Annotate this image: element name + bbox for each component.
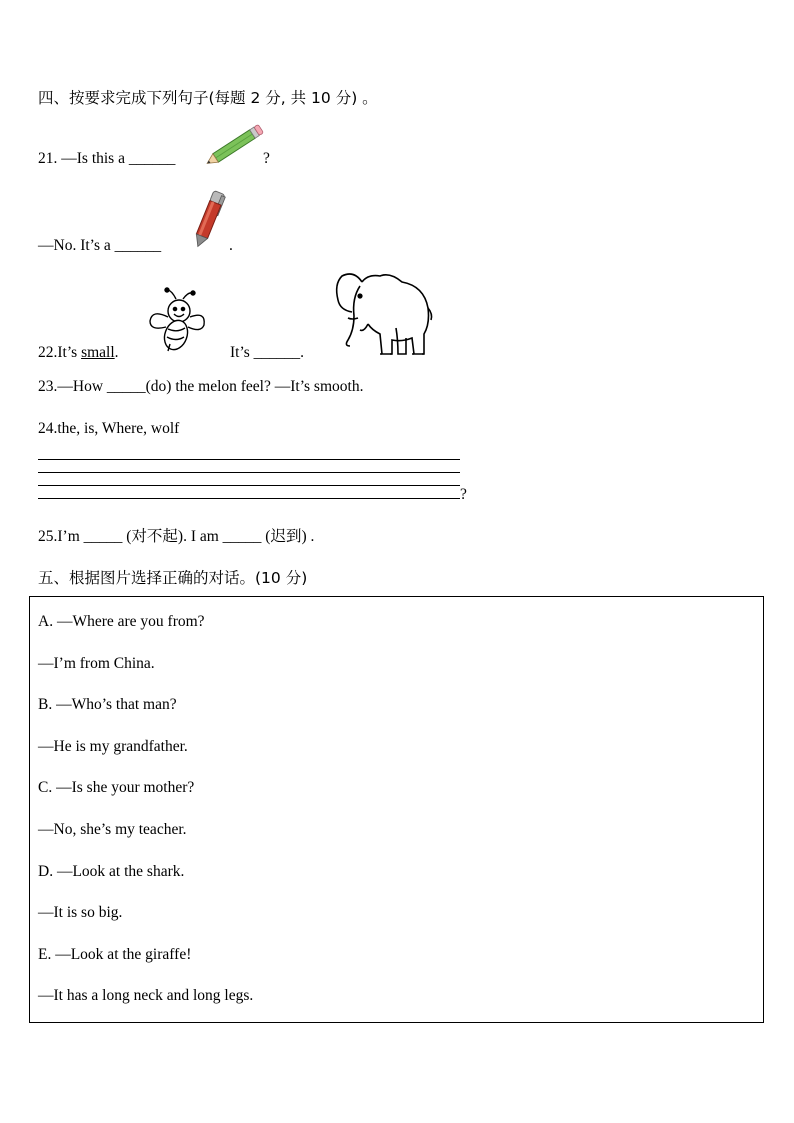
answer-line-4 <box>38 498 460 499</box>
q22-second: It’s ______. <box>230 344 305 361</box>
option-b-question: B. —Who’s that man? <box>38 696 177 713</box>
option-c-answer: —No, she’s my teacher. <box>38 821 187 838</box>
q24-prompt: 24.the, is, Where, wolf <box>38 420 180 437</box>
section-4-title: 四、按要求完成下列句子(每题 2 分, 共 10 分) 。 <box>38 89 378 107</box>
pen-icon <box>188 187 232 251</box>
bee-icon <box>146 287 208 357</box>
q21-line1-prefix: 21. —Is this a ______ <box>38 150 176 167</box>
q24-question-mark: ? <box>460 486 467 503</box>
option-a-answer: —I’m from China. <box>38 655 155 672</box>
answer-line-1 <box>38 459 460 460</box>
q22-line <box>38 344 119 362</box>
answer-line-3 <box>38 485 460 486</box>
option-d-question: D. —Look at the shark. <box>38 863 185 880</box>
q22-dot: . <box>114 344 119 361</box>
q22-word: small <box>81 344 115 361</box>
q21-line1-suffix: ? <box>263 150 270 167</box>
option-e-question: E. —Look at the giraffe! <box>38 946 192 963</box>
option-d-answer: —It is so big. <box>38 904 123 921</box>
option-a-question: A. —Where are you from? <box>38 613 205 630</box>
q25-line: 25.I’m _____ (对不起). I am _____ (迟到) . <box>38 528 315 545</box>
pencil-icon <box>200 122 268 170</box>
q23-line: 23.—How _____(do) the melon feel? —It’s smooth. <box>38 378 364 395</box>
option-b-answer: —He is my grandfather. <box>38 738 188 755</box>
elephant-icon <box>332 268 434 360</box>
option-e-answer: —It has a long neck and long legs. <box>38 987 254 1004</box>
q22-prefix: 22.It’s <box>38 344 82 361</box>
section-5-title: 五、根据图片选择正确的对话。(10 分) <box>38 569 308 587</box>
option-c-question: C. —Is she your mother? <box>38 779 195 796</box>
q21-line2-prefix: —No. It’s a ______ <box>38 237 162 254</box>
q21-line2-suffix: . <box>229 237 233 254</box>
answer-line-2 <box>38 472 460 473</box>
